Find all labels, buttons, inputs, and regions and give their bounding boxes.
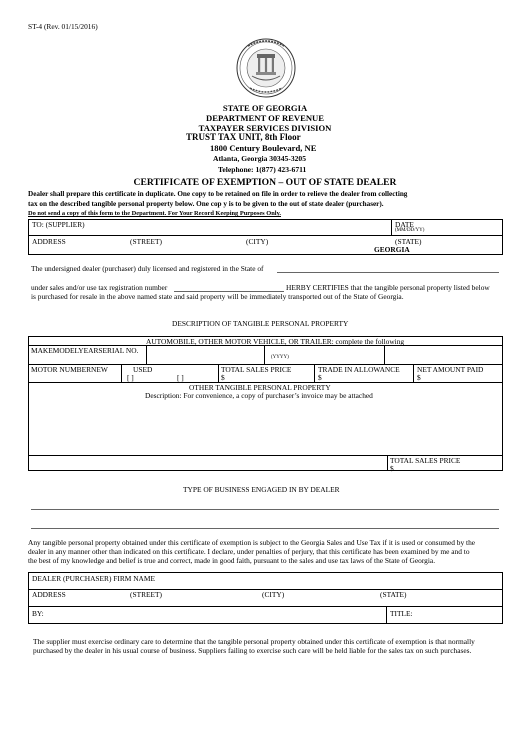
street-address: 1800 Century Boulevard, NE xyxy=(210,143,317,153)
other-property-heading: OTHER TANGIBLE PERSONAL PROPERTY xyxy=(189,383,331,392)
description-input[interactable] xyxy=(31,400,500,454)
new-checkbox[interactable]: [ ] xyxy=(127,373,134,382)
total-sales-price-label: TOTAL SALES PRICE xyxy=(221,365,292,374)
used-checkbox[interactable]: [ ] xyxy=(177,373,184,382)
form-title: CERTIFICATE OF EXEMPTION – OUT OF STATE DEALER xyxy=(133,177,397,188)
supplier-street-label: (STREET) xyxy=(130,237,163,246)
serial-number-input[interactable] xyxy=(386,347,501,362)
declaration-line-2a: under sales and/or use tax registration number xyxy=(31,283,168,292)
business-type-line-2[interactable] xyxy=(31,528,499,529)
total-label: TOTAL SALES PRICE xyxy=(390,456,461,465)
instruction-line-3: Do not send a copy of this form to the Department. For Your Record Keeping Purposes Only. xyxy=(28,210,282,217)
date-label: DATE xyxy=(395,220,414,229)
make-model-label: MAKEMODELYEARSERIAL NO. xyxy=(31,346,139,355)
certification-line-2: dealer in any manner other than indicated on this certificate. I declare, under penalties of perjury, that this certificate has been examined by me and to xyxy=(28,547,470,556)
motor-number-label: MOTOR NUMBERNEW xyxy=(31,365,108,374)
footer-line-2: purchased by the dealer in his usual course of business. Suppliers failing to exercise such care will be held liable for the sales tax on such purchases. xyxy=(33,646,472,655)
declaration-line-1: The undersigned dealer (purchaser) duly licensed and registered in the State of xyxy=(31,264,264,273)
georgia-seal-icon xyxy=(236,38,296,98)
supplier-city-label: (CITY) xyxy=(246,237,269,246)
signature-input[interactable] xyxy=(48,608,383,622)
vehicle-heading: AUTOMOBILE, OTHER MOTOR VEHICLE, OR TRAILER: complete the following xyxy=(146,337,405,346)
unit-name: TRUST TAX UNIT, 8th Floor xyxy=(186,132,301,142)
city-address: Atlanta, Georgia 30345-3205 xyxy=(213,154,307,163)
telephone: Telephone: 1(877) 423-6711 xyxy=(218,165,307,174)
title-input[interactable] xyxy=(416,608,500,622)
supplier-address-label: ADDRESS xyxy=(32,237,66,246)
department-name: DEPARTMENT OF REVENUE xyxy=(206,113,324,123)
dealer-address-input[interactable] xyxy=(33,599,500,606)
business-type-heading: TYPE OF BUSINESS ENGAGED IN BY DEALER xyxy=(183,485,340,494)
trade-in-label: TRADE IN ALLOWANCE xyxy=(318,365,400,374)
net-amount-dollar: $ xyxy=(417,373,421,382)
state-of-registration-input[interactable] xyxy=(277,272,499,273)
form-id: ST-4 (Rev. 01/15/2016) xyxy=(28,22,98,31)
total-sales-price-dollar: $ xyxy=(221,373,225,382)
dealer-address-label: ADDRESS xyxy=(32,590,66,599)
dealer-firm-input[interactable] xyxy=(166,574,500,587)
dealer-firm-label: DEALER (PURCHASER) FIRM NAME xyxy=(32,574,155,583)
year-input[interactable] xyxy=(266,347,382,354)
total-sales-price-input[interactable] xyxy=(227,373,312,381)
year-format: (YYYY) xyxy=(271,355,289,360)
supplier-state-value: GEORGIA xyxy=(374,245,410,254)
title-label: TITLE: xyxy=(390,609,413,618)
used-label: USED xyxy=(133,365,153,374)
state-name: STATE OF GEORGIA xyxy=(222,103,308,113)
instruction-line-1: Dealer shall prepare this certificate in duplicate. One copy to be retained on file in order to relieve the dealer from collecting xyxy=(28,190,408,198)
supplier-label: TO: (SUPPLIER) xyxy=(32,220,85,229)
date-input[interactable] xyxy=(430,226,500,234)
instruction-line-2: tax on the described tangible personal property below. One cop y is to be given to the out of state dealer (purchaser). xyxy=(28,200,384,208)
dealer-street-label: (STREET) xyxy=(130,590,163,599)
property-heading: DESCRIPTION OF TANGIBLE PERSONAL PROPERTY xyxy=(172,319,349,328)
total-dollar: $ xyxy=(390,464,394,473)
dealer-city-label: (CITY) xyxy=(262,590,285,599)
declaration-line-2b: HERBY CERTIFIES that the tangible personal property listed below xyxy=(286,283,490,292)
supplier-address-input[interactable] xyxy=(33,245,368,253)
other-property-description: Description: For convenience, a copy of purchaser’s invoice may be attached xyxy=(145,391,373,400)
business-type-line-1[interactable] xyxy=(31,509,499,510)
model-input[interactable] xyxy=(148,347,262,362)
trade-in-dollar: $ xyxy=(318,373,322,382)
by-label: BY: xyxy=(32,609,44,618)
division-name: TAXPAYER SERVICES DIVISION xyxy=(198,123,332,133)
footer-line-1: The supplier must exercise ordinary care to determine that the tangible personal property obtained under this certificate of exemption is that normally xyxy=(33,637,475,646)
certification-line-1: Any tangible personal property obtained under this certificate of exemption is subject to the Georgia Sales and Use Tax if it is used or consumed by the xyxy=(28,538,476,547)
supplier-state-label: (STATE) xyxy=(395,237,422,246)
net-amount-input[interactable] xyxy=(423,373,501,381)
dealer-state-label: (STATE) xyxy=(380,590,407,599)
date-format: (MM/DD/YY) xyxy=(395,228,425,233)
supplier-name-input[interactable] xyxy=(33,228,388,235)
total-input[interactable] xyxy=(397,464,501,471)
declaration-line-3: is purchased for resale in the above named state and said property will be immediately transported out of the State of Georgia. xyxy=(31,292,404,301)
certification-line-3: the best of my knowledge and belief is true and correct, made in good faith, pursuant to the sales and use tax laws of the State of Georgia. xyxy=(28,556,436,565)
net-amount-label: NET AMOUNT PAID xyxy=(417,365,484,374)
trade-in-input[interactable] xyxy=(324,373,411,381)
